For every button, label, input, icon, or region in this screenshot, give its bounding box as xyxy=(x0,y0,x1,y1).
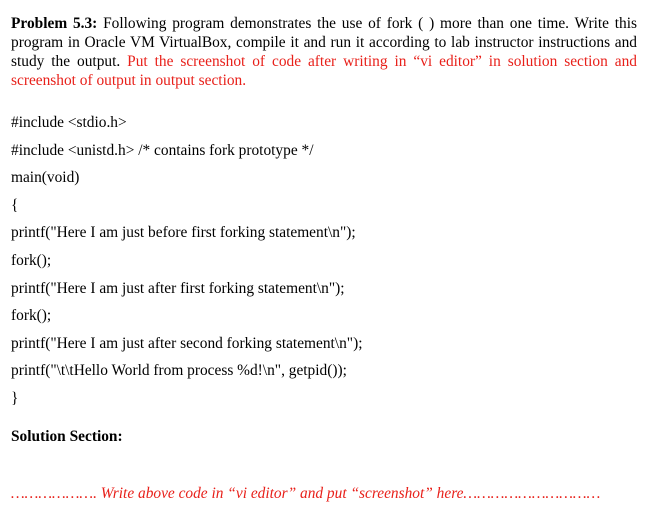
code-line: #include <stdio.h> xyxy=(11,114,127,131)
solution-instruction: ………………. Write above code in “vi editor” and put “screenshot” here………………………… xyxy=(11,485,601,502)
code-line: printf("\t\tHello World from process %d!\n", getpid()); xyxy=(11,362,347,380)
code-line: printf("Here I am just before first forking statement\n"); xyxy=(11,224,356,242)
code-line: { xyxy=(11,196,19,214)
problem-statement xyxy=(11,14,637,90)
problem-label: Problem 5.3: xyxy=(11,15,98,32)
code-line: printf("Here I am just after first forking statement\n"); xyxy=(11,279,345,297)
problem-text: Following program demonstrates the use of fork ( ) more than one time. Write this program in Oracle VM VirtualBox, compile it and run it according to lab instructor instructions and study the output. xyxy=(11,15,637,70)
code-line: printf("Here I am just after second forking statement\n"); xyxy=(11,334,363,352)
code-line: } xyxy=(11,389,19,407)
code-line: fork(); xyxy=(11,251,52,269)
solution-heading: Solution Section: xyxy=(11,428,123,445)
code-line: main(void) xyxy=(11,169,80,187)
document-page xyxy=(11,14,637,502)
code-line: fork(); xyxy=(11,307,52,325)
problem-highlight: Put the screenshot of code after writing in “vi editor” in solution section and screenshot of output in output section. xyxy=(11,53,637,89)
code-block xyxy=(11,109,637,413)
code-line: #include <unistd.h> /* contains fork prototype */ xyxy=(11,141,314,159)
